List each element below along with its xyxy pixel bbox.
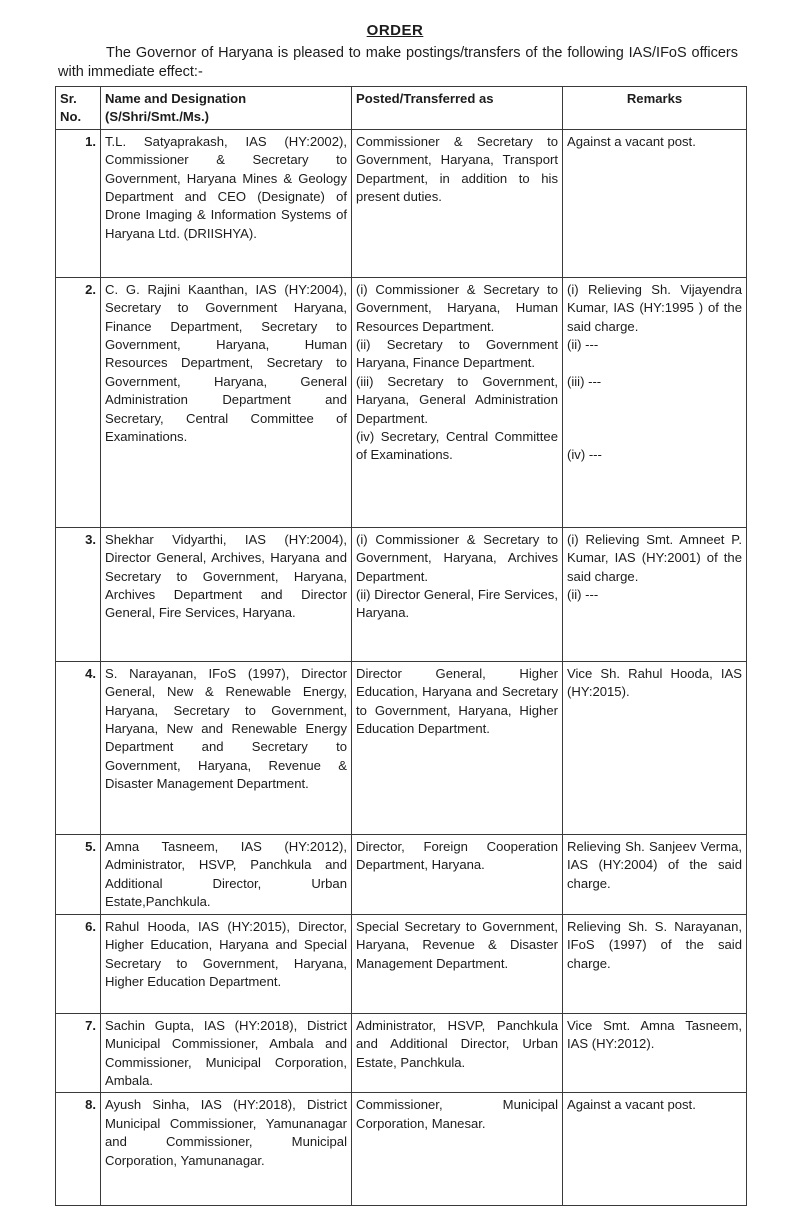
remarks-item: (ii) --- (567, 337, 599, 353)
row-posted-as: Commissioner & Secretary to Government, Haryana, Transport Department, in addition to his present duties. (352, 129, 563, 277)
order-title: ORDER (366, 22, 424, 39)
posted-item: (iii) Secretary to Government, Haryana, General Administration Department. (356, 373, 558, 426)
postings-table (55, 86, 747, 1206)
table-row (56, 834, 747, 914)
row-posted-as (352, 527, 563, 661)
posted-item: (iv) Secretary, Central Committee of Examinations. (356, 429, 558, 463)
table-row (56, 1093, 747, 1206)
row-sr-no: 5. (56, 834, 101, 914)
table-row (56, 661, 747, 834)
row-remarks: Against a vacant post. (563, 1093, 747, 1206)
row-remarks: Against a vacant post. (563, 129, 747, 277)
row-name-designation: C. G. Rajini Kaanthan, IAS (HY:2004), Secretary to Government Haryana, Finance Department, Secretary to Government, Haryana, Human Resources Department, Secretary to Government, Haryana, General Administration Department and Secretary, Central Committee of Examinations. (101, 277, 352, 527)
table-row (56, 277, 747, 527)
row-remarks: Relieving Sh. Sanjeev Verma, IAS (HY:2004) of the said charge. (563, 834, 747, 914)
row-posted-as: Administrator, HSVP, Panchkula and Additional Director, Urban Estate, Panchkula. (352, 1013, 563, 1093)
remarks-item: (iv) --- (567, 447, 602, 463)
row-name-designation: T.L. Satyaprakash, IAS (HY:2002), Commissioner & Secretary to Government, Haryana Mines & Geology Department and CEO (Designate) of Drone Imaging & Information Systems of Haryana Ltd. (DRIISHYA). (101, 129, 352, 277)
row-posted-as: Commissioner, Municipal Corporation, Manesar. (352, 1093, 563, 1206)
row-remarks (563, 527, 747, 661)
table-row (56, 1013, 747, 1093)
header-posted-as: Posted/Transferred as (352, 87, 563, 130)
row-posted-as (352, 277, 563, 527)
row-posted-as: Director, Foreign Cooperation Department, Haryana. (352, 834, 563, 914)
posted-item: (ii) Secretary to Government Haryana, Finance Department. (356, 337, 558, 371)
row-name-designation: Shekhar Vidyarthi, IAS (HY:2004), Director General, Archives, Haryana and Secretary to Government, Haryana, Archives Department and Director General, Fire Services, Haryana. (101, 527, 352, 661)
row-remarks: Relieving Sh. S. Narayanan, IFoS (1997) of the said charge. (563, 914, 747, 1013)
remarks-item: (i) Relieving Sh. Vijayendra Kumar, IAS (HY:1995 ) of the said charge. (567, 281, 742, 334)
header-sr-no: Sr. No. (56, 87, 101, 130)
table-row (56, 914, 747, 1013)
header-remarks: Remarks (563, 87, 747, 130)
row-sr-no: 7. (56, 1013, 101, 1093)
order-intro: The Governor of Haryana is pleased to make postings/transfers of the following IAS/IFoS officers with immediate effect:- (58, 45, 738, 80)
remarks-item: (i) Relieving Smt. Amneet P. Kumar, IAS (HY:2001) of the said charge. (567, 531, 742, 584)
row-remarks: Vice Smt. Amna Tasneem, IAS (HY:2012). (563, 1013, 747, 1093)
posted-item: (ii) Director General, Fire Services, Haryana. (356, 587, 558, 621)
row-posted-as: Special Secretary to Government, Haryana, Revenue & Disaster Management Department. (352, 914, 563, 1013)
row-name-designation: Sachin Gupta, IAS (HY:2018), District Municipal Commissioner, Ambala and Commissioner, Municipal Corporation, Ambala. (101, 1013, 352, 1093)
row-name-designation: S. Narayanan, IFoS (1997), Director General, New & Renewable Energy, Haryana, Secretary to Government, Haryana, New and Renewable Energy Department and Secretary to Government, Haryana, Revenue & Disaster Management Department. (101, 661, 352, 834)
remarks-item: (ii) --- (567, 587, 599, 603)
row-sr-no: 1. (56, 129, 101, 277)
header-name-designation: Name and Designation (S/Shri/Smt./Ms.) (101, 87, 352, 130)
posted-item: (i) Commissioner & Secretary to Government, Haryana, Human Resources Department. (356, 281, 558, 334)
row-sr-no: 6. (56, 914, 101, 1013)
row-sr-no: 4. (56, 661, 101, 834)
row-posted-as: Director General, Higher Education, Haryana and Secretary to Government, Haryana, Higher Education Department. (352, 661, 563, 834)
remarks-item: (iii) --- (567, 373, 602, 389)
row-sr-no: 8. (56, 1093, 101, 1206)
row-name-designation: Ayush Sinha, IAS (HY:2018), District Municipal Commissioner, Yamunanagar and Commissioner, Municipal Corporation, Yamunanagar. (101, 1093, 352, 1206)
row-name-designation: Amna Tasneem, IAS (HY:2012), Administrator, HSVP, Panchkula and Additional Director, Urban Estate,Panchkula. (101, 834, 352, 914)
table-header-row (56, 87, 747, 130)
row-sr-no: 3. (56, 527, 101, 661)
row-remarks: Vice Sh. Rahul Hooda, IAS (HY:2015). (563, 661, 747, 834)
row-remarks (563, 277, 747, 527)
table-row (56, 129, 747, 277)
row-sr-no: 2. (56, 277, 101, 527)
row-name-designation: Rahul Hooda, IAS (HY:2015), Director, Higher Education, Haryana and Special Secretary to Government, Haryana, Higher Education Department. (101, 914, 352, 1013)
table-row (56, 527, 747, 661)
posted-item: (i) Commissioner & Secretary to Government, Haryana, Archives Department. (356, 531, 558, 584)
